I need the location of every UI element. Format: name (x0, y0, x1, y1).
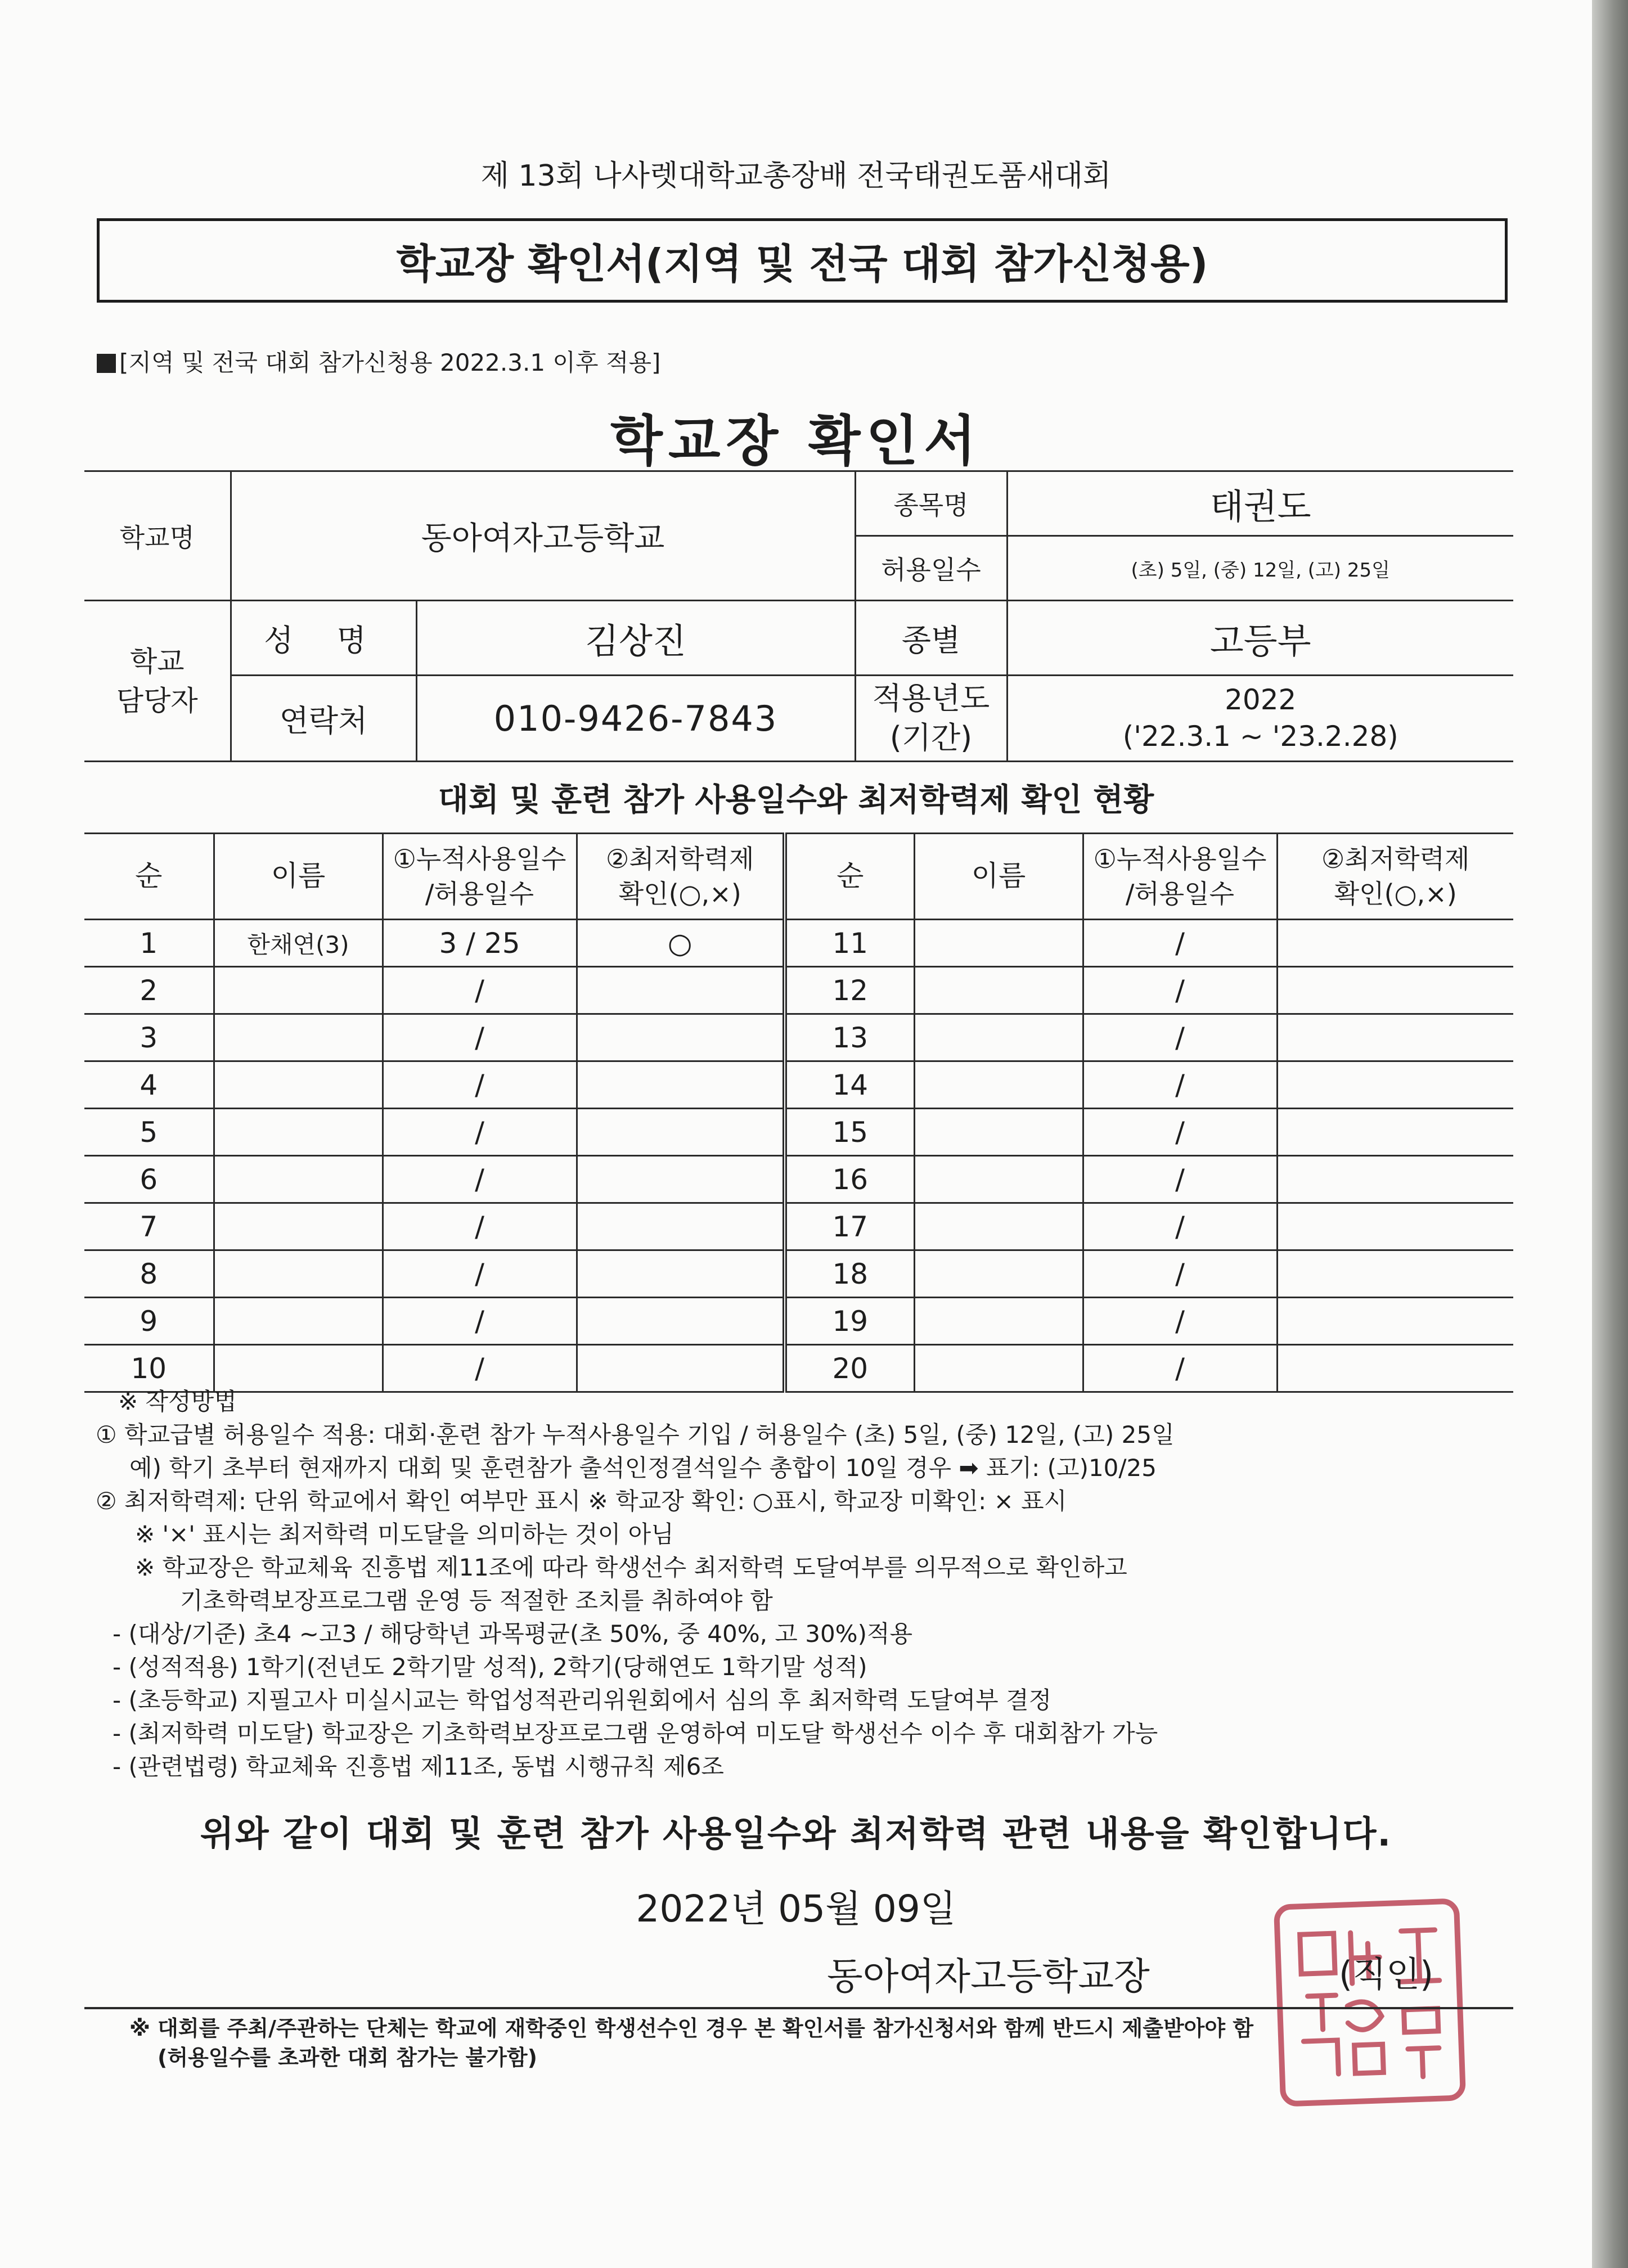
square-bullet-icon (97, 354, 116, 373)
row-days: / (383, 1109, 577, 1156)
name-label: 성 명 (231, 601, 416, 676)
year-value: 2022 (1225, 683, 1297, 716)
row-name (914, 967, 1083, 1014)
row-no: 16 (785, 1156, 914, 1203)
row-days: / (1083, 1109, 1277, 1156)
note-line: ※ '×' 표시는 최저학력 미도달을 의미하는 것이 아님 (135, 1520, 674, 1548)
row-days: 3 / 25 (383, 920, 577, 967)
row-name (214, 1298, 383, 1345)
info-table (84, 470, 1513, 762)
school-label: 학교명 (84, 471, 231, 601)
row-name (214, 1250, 383, 1298)
note-line: ② 최저학력제: 단위 학교에서 확인 여부만 표시 ※ 학교장 확인: ○표시, 학교장 미확인: × 표시 (96, 1487, 1067, 1515)
row-days: / (1083, 967, 1277, 1014)
row-days: / (1083, 1345, 1277, 1392)
row-check (1277, 1109, 1513, 1156)
contact-value: 010-9426-7843 (416, 676, 855, 762)
row-no: 4 (84, 1061, 214, 1109)
row-no: 15 (785, 1109, 914, 1156)
row-check (577, 1203, 785, 1250)
note-line: ※ 학교장은 학교체육 진흥법 제11조에 따라 학생선수 최저학력 도달여부를 의무적으로 확인하고 (135, 1554, 1127, 1581)
header-days: ①누적사용일수 /허용일수 (383, 834, 577, 920)
row-no: 3 (84, 1014, 214, 1061)
category-label: 종별 (855, 601, 1007, 676)
row-no: 9 (84, 1298, 214, 1345)
row-no: 14 (785, 1061, 914, 1109)
event-value: 태권도 (1007, 471, 1513, 536)
row-no: 13 (785, 1014, 914, 1061)
row-no: 11 (785, 920, 914, 967)
contact-label: 연락처 (231, 676, 416, 762)
header-no: 순 (84, 834, 214, 920)
row-days: / (383, 1156, 577, 1203)
participants-table (84, 832, 1513, 1393)
row-check (577, 1156, 785, 1203)
allowed-days-label: 허용일수 (855, 536, 1007, 601)
row-check (577, 1109, 785, 1156)
period-value: ('22.3.1 ~ '23.2.28) (1122, 720, 1398, 753)
note-line: - (관련법령) 학교체육 진흥법 제11조, 동법 시행규칙 제6조 (113, 1753, 724, 1780)
row-check (577, 1061, 785, 1109)
row-check (1277, 920, 1513, 967)
row-name: 한채연(3) (214, 920, 383, 967)
row-no: 6 (84, 1156, 214, 1203)
box-title-text: 학교장 확인서(지역 및 전국 대회 참가신청용) (396, 240, 1208, 287)
row-check (1277, 967, 1513, 1014)
row-name (914, 1250, 1083, 1298)
row-no: 2 (84, 967, 214, 1014)
row-no: 8 (84, 1250, 214, 1298)
note-line: ① 학교급별 허용일수 적용: 대회·훈련 참가 누적사용일수 기입 / 허용일수 (초) 5일, (중) 12일, (고) 25일 (96, 1421, 1175, 1448)
note-line: 예) 학기 초부터 현재까지 대회 및 훈련참가 출석인정결석일수 총합이 10일 경우 ➡ 표기: (고)10/25 (129, 1454, 1157, 1482)
name-value: 김상진 (416, 601, 855, 676)
row-days: / (1083, 1250, 1277, 1298)
row-check: ○ (577, 920, 785, 967)
header-check: ②최저학력제 확인(○,×) (1277, 834, 1513, 920)
row-check (1277, 1203, 1513, 1250)
row-check (1277, 1061, 1513, 1109)
row-check (577, 1014, 785, 1061)
row-days: / (1083, 1298, 1277, 1345)
category-value: 고등부 (1007, 601, 1513, 676)
row-name (214, 1156, 383, 1203)
row-no: 5 (84, 1109, 214, 1156)
row-days: / (1083, 1203, 1277, 1250)
row-check (1277, 1250, 1513, 1298)
header-name: 이름 (214, 834, 383, 920)
confirmation-statement: 위와 같이 대회 및 훈련 참가 사용일수와 최저학력 관련 내용을 확인합니다. (200, 1813, 1392, 1854)
row-days: / (383, 1014, 577, 1061)
row-name (214, 967, 383, 1014)
row-check (1277, 1156, 1513, 1203)
row-check (1277, 1014, 1513, 1061)
official-seal (1274, 1898, 1466, 2107)
header-check: ②최저학력제 확인(○,×) (577, 834, 785, 920)
background-surface (1592, 0, 1628, 2268)
table-row (84, 1061, 1513, 1109)
row-days: / (383, 1250, 577, 1298)
note-line: - (최저학력 미도달) 학교장은 기초학력보장프로그램 운영하여 미도달 학생선수 이수 후 대회참가 가능 (113, 1720, 1158, 1747)
row-name (214, 1109, 383, 1156)
table-row (84, 1109, 1513, 1156)
row-check (1277, 1298, 1513, 1345)
table-row (84, 1298, 1513, 1345)
table-row (84, 967, 1513, 1014)
staff-label: 학교 담당자 (84, 601, 231, 762)
row-days: / (1083, 1061, 1277, 1109)
event-label: 종목명 (855, 471, 1007, 536)
participants-header-row (84, 834, 1513, 920)
divider (84, 2007, 1513, 2009)
row-check (577, 967, 785, 1014)
applied-note (97, 344, 660, 378)
allowed-days-value: (초) 5일, (중) 12일, (고) 25일 (1007, 536, 1513, 601)
row-days: / (383, 1345, 577, 1392)
instructions (96, 1385, 1491, 1783)
row-no: 20 (785, 1345, 914, 1392)
applied-note-text: [지역 및 전국 대회 참가신청용 2022.3.1 이후 적용] (119, 349, 661, 376)
footnote-line: (허용일수를 초과한 대회 참가는 불가함) (158, 2045, 537, 2070)
note-line: 기초학력보장프로그램 운영 등 적절한 조치를 취하여야 함 (180, 1587, 773, 1614)
main-title: 학교장 확인서 (610, 410, 982, 472)
header-days: ①누적사용일수 /허용일수 (1083, 834, 1277, 920)
section-title: 대회 및 훈련 참가 사용일수와 최저학력제 확인 현황 (438, 782, 1154, 818)
table-row (84, 1203, 1513, 1250)
row-days: / (383, 1061, 577, 1109)
row-check (577, 1298, 785, 1345)
row-name (914, 1061, 1083, 1109)
note-line: - (성적적용) 1학기(전년도 2학기말 성적), 2학기(당해연도 1학기말 성적) (113, 1653, 867, 1681)
row-days: / (383, 1203, 577, 1250)
row-no: 17 (785, 1203, 914, 1250)
row-no: 7 (84, 1203, 214, 1250)
row-days: / (1083, 920, 1277, 967)
issue-date: 2022년 05월 09일 (636, 1887, 956, 1930)
row-no: 1 (84, 920, 214, 967)
row-days: / (1083, 1156, 1277, 1203)
year-cell (1007, 676, 1513, 762)
row-name (214, 1203, 383, 1250)
row-name (214, 1014, 383, 1061)
school-name: 동아여자고등학교 (231, 471, 855, 601)
row-no: 10 (84, 1345, 214, 1392)
row-days: / (1083, 1014, 1277, 1061)
row-no: 12 (785, 967, 914, 1014)
row-days: / (383, 967, 577, 1014)
note-line: - (초등학교) 지필고사 미실시교는 학업성적관리위원회에서 심의 후 최저학력 도달여부 결정 (113, 1686, 1052, 1714)
row-name (214, 1061, 383, 1109)
row-no: 18 (785, 1250, 914, 1298)
seal-label: (직인) (1339, 1954, 1434, 1995)
row-days: / (383, 1298, 577, 1345)
note-line: - (대상/기준) 초4 ~고3 / 해당학년 과목평균(초 50%, 중 40%, 고 30%)적용 (113, 1620, 913, 1648)
row-name (914, 1014, 1083, 1061)
table-row (84, 1250, 1513, 1298)
footnote (129, 2014, 1513, 2072)
note-line: ※ 작성방법 (118, 1388, 237, 1415)
row-name (914, 1203, 1083, 1250)
principal-name: 동아여자고등학교장 (827, 1955, 1150, 1998)
table-row (84, 1156, 1513, 1203)
row-name (914, 1156, 1083, 1203)
header-no: 순 (785, 834, 914, 920)
contest-name: 제 13회 나사렛대학교총장배 전국태권도품새대회 (480, 159, 1112, 193)
table-row (84, 920, 1513, 967)
row-name (914, 1298, 1083, 1345)
row-check (577, 1250, 785, 1298)
row-name (914, 1109, 1083, 1156)
table-row (84, 1014, 1513, 1061)
year-label: 적용년도 (기간) (855, 676, 1007, 762)
box-title (97, 218, 1508, 303)
row-name (914, 920, 1083, 967)
row-no: 19 (785, 1298, 914, 1345)
header-name: 이름 (914, 834, 1083, 920)
footnote-line: ※ 대회를 주최/주관하는 단체는 학교에 재학중인 학생선수인 경우 본 확인서를 참가신청서와 함께 반드시 제출받아야 함 (129, 2016, 1254, 2041)
